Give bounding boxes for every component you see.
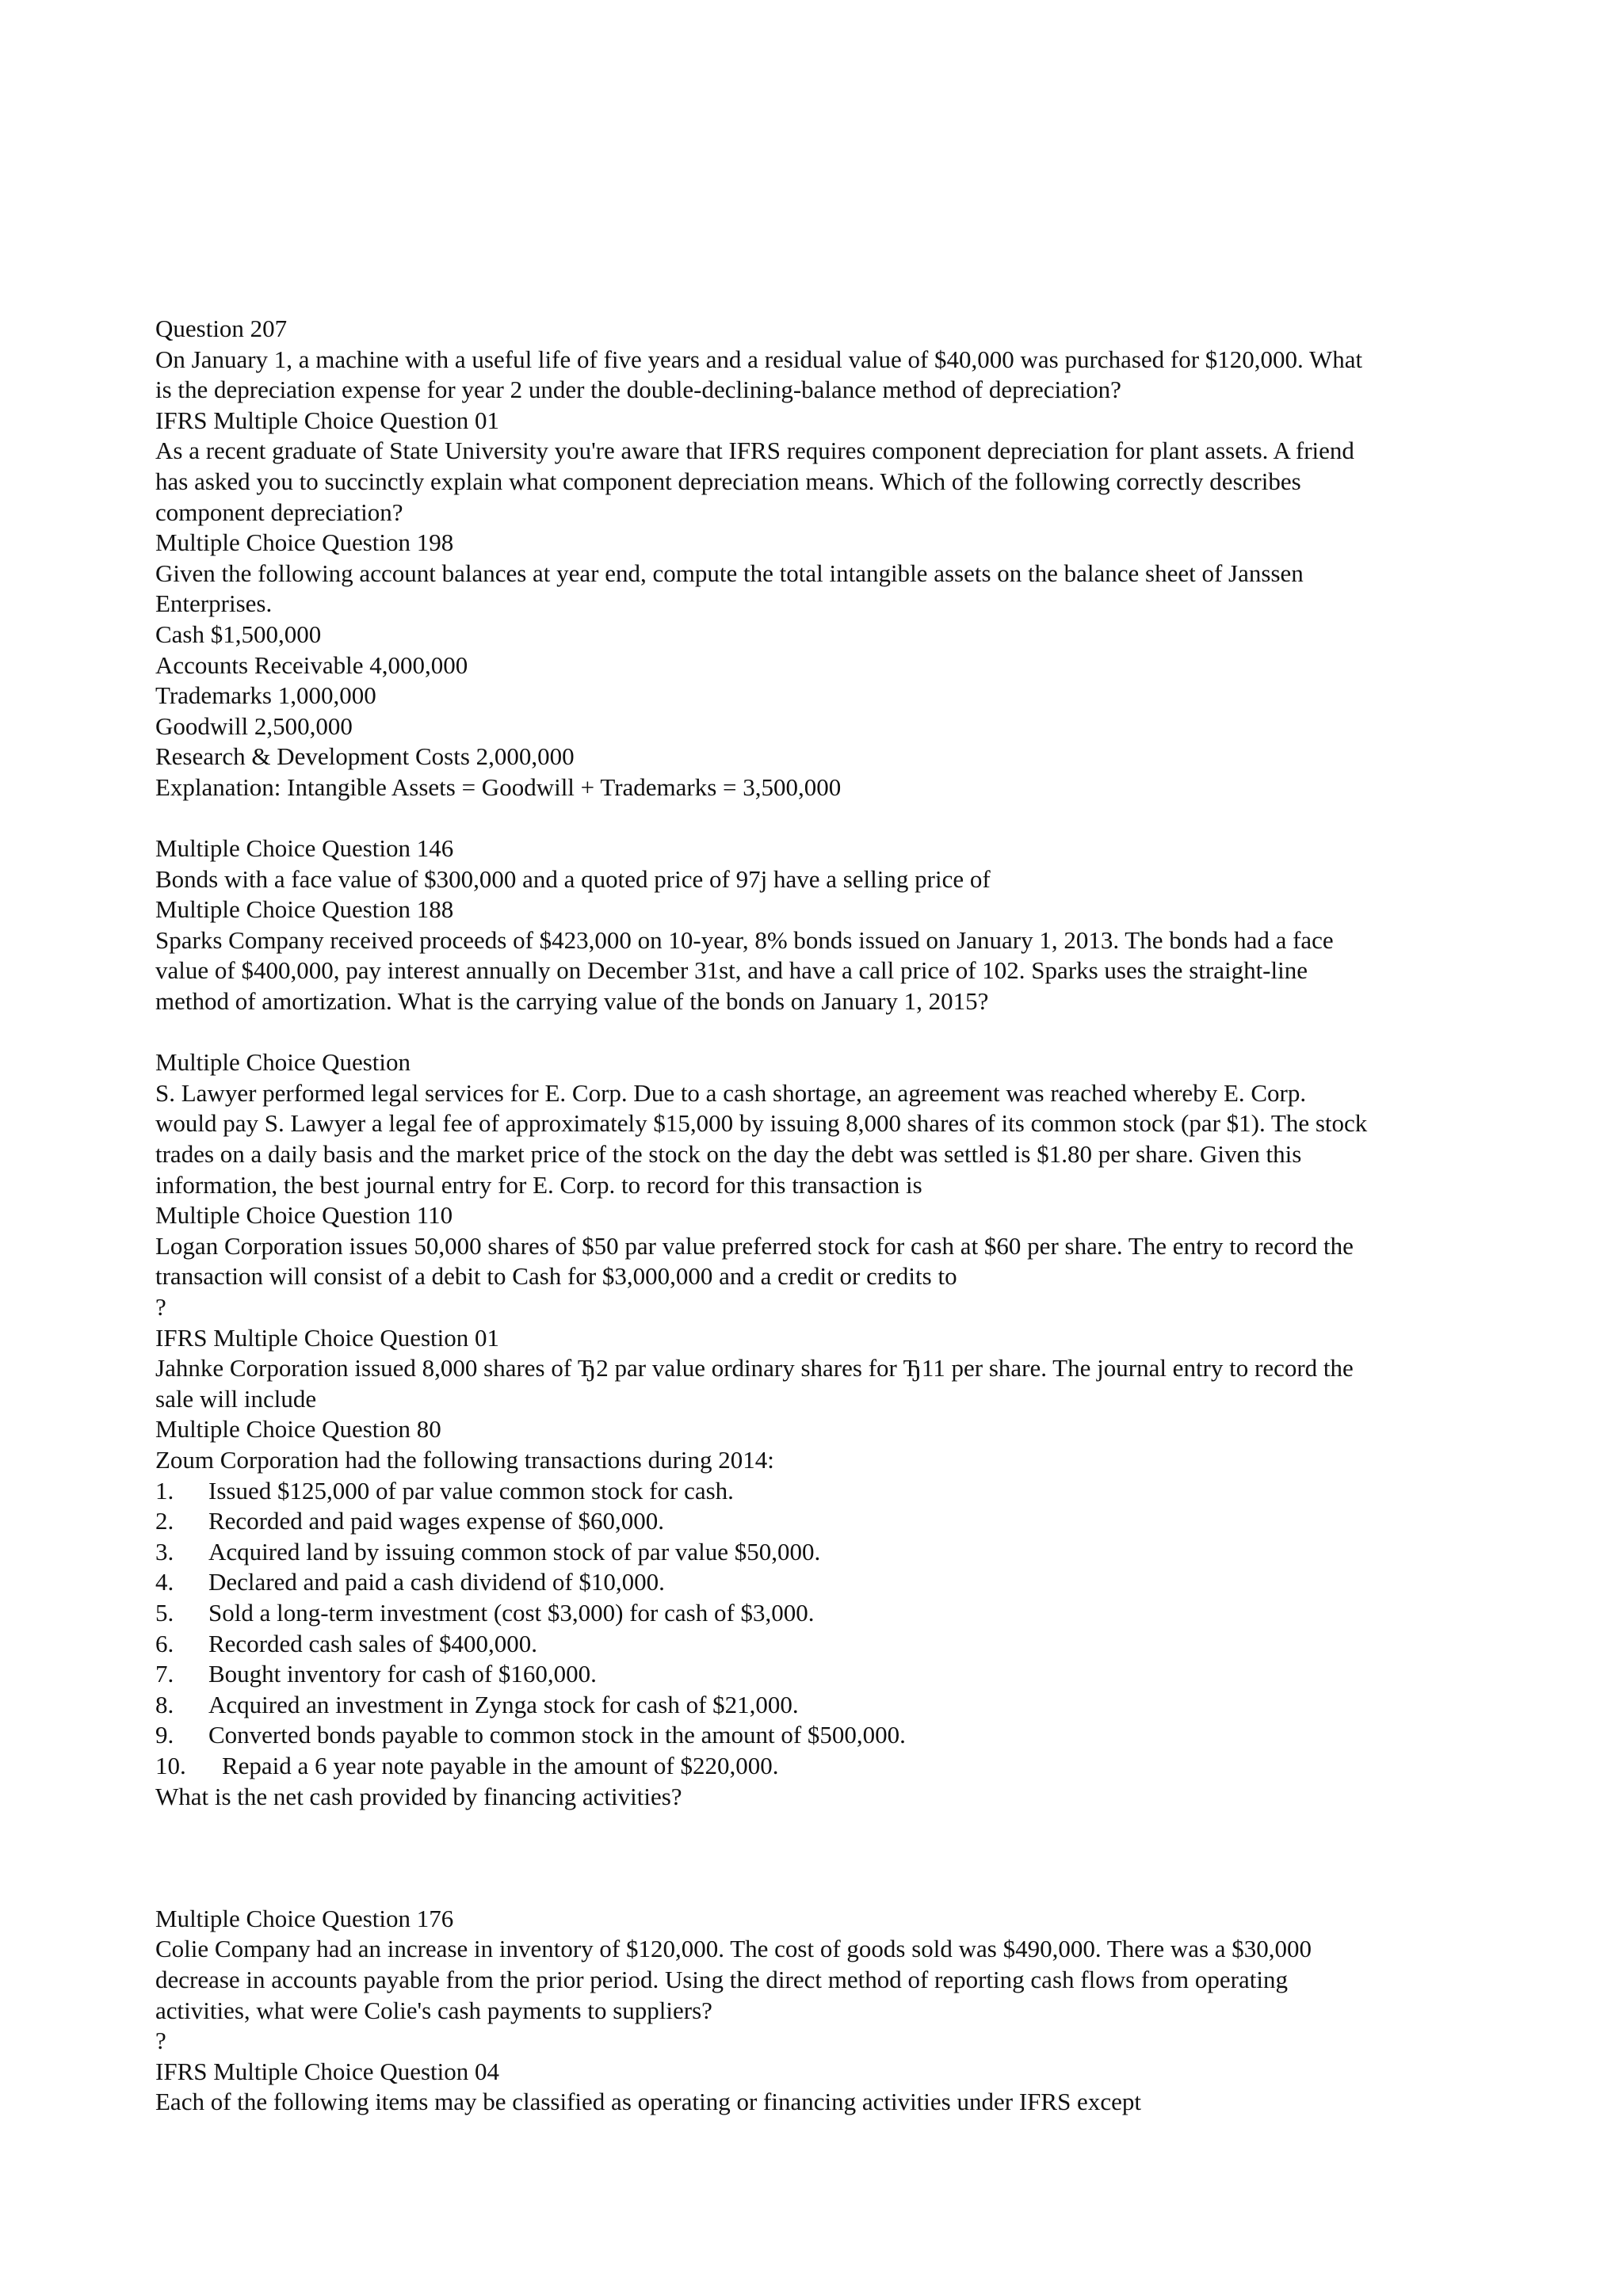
question-text: Logan Corporation issues 50,000 shares of $50 par value preferred stock for cash at $60 per share. The entry to record the <box>155 1231 1354 1260</box>
question-text: component depreciation? <box>155 498 403 526</box>
question-text: Jahnke Corporation issued 8,000 shares of Ђ2 par value ordinary shares for Ђ11 per share. The journal entry to record the <box>155 1354 1354 1383</box>
list-item-number: 8. <box>155 1690 174 1718</box>
document-body <box>155 314 1503 2118</box>
question-text: S. Lawyer performed legal services for E. Corp. Due to a cash shortage, an agreement was reached whereby E. Corp. <box>155 1078 1307 1107</box>
list-item-number: 3. <box>155 1537 174 1566</box>
list-item-number: 7. <box>155 1660 174 1688</box>
question-text: would pay S. Lawyer a legal fee of approximately $15,000 by issuing 8,000 shares of its common stock (par $1). The stock <box>155 1109 1368 1138</box>
question-text: As a recent graduate of State University you're aware that IFRS requires component depreciation for plant assets. A friend <box>155 437 1354 465</box>
question-heading: Multiple Choice Question 188 <box>155 895 454 924</box>
list-item-number: 6. <box>155 1629 174 1657</box>
list-item-text: Issued $125,000 of par value common stock for cash. <box>208 1476 734 1505</box>
question-heading: Multiple Choice Question 80 <box>155 1415 441 1444</box>
list-item <box>155 1598 1503 1629</box>
list-item-number: 10. <box>155 1751 186 1779</box>
question-text: is the depreciation expense for year 2 under the double-declining-balance method of depreciation? <box>155 376 1121 404</box>
list-item-number: 5. <box>155 1598 174 1627</box>
list-item-number: 9. <box>155 1721 174 1749</box>
question-text: What is the net cash provided by financing activities? <box>155 1782 682 1810</box>
question-text: method of amortization. What is the carrying value of the bonds on January 1, 2015? <box>155 987 989 1016</box>
list-item-number: 4. <box>155 1568 174 1596</box>
list-item-text: Converted bonds payable to common stock in the amount of $500,000. <box>208 1721 906 1749</box>
question-heading: Multiple Choice Question 146 <box>155 834 454 863</box>
question-mark-line: ? <box>155 1293 166 1321</box>
explanation-line: Explanation: Intangible Assets = Goodwill + Trademarks = 3,500,000 <box>155 772 842 801</box>
account-balance-line: Accounts Receivable 4,000,000 <box>155 650 468 679</box>
question-text: On January 1, a machine with a useful life of five years and a residual value of $40,000 was purchased for $120,000. What <box>155 345 1363 373</box>
blank-line <box>155 1017 1503 1048</box>
blank-line <box>155 803 1503 834</box>
question-text: activities, what were Colie's cash payments to suppliers? <box>155 1996 712 2024</box>
list-item <box>155 1690 1503 1721</box>
question-text: Bonds with a face value of $300,000 and a quoted price of 97j have a selling price of <box>155 864 991 893</box>
list-item-text: Recorded cash sales of $400,000. <box>208 1629 537 1657</box>
list-item <box>155 1720 1503 1751</box>
question-text: value of $400,000, pay interest annually on December 31st, and have a call price of 102. Sparks uses the straight-line <box>155 956 1308 985</box>
question-text: Zoum Corporation had the following transactions during 2014: <box>155 1445 774 1474</box>
list-item-text: Repaid a 6 year note payable in the amount of $220,000. <box>222 1751 779 1779</box>
question-heading: Question 207 <box>155 315 288 342</box>
question-text: information, the best journal entry for E. Corp. to record for this transaction is <box>155 1170 922 1199</box>
list-item-text: Acquired land by issuing common stock of par value $50,000. <box>208 1537 821 1566</box>
question-text: sale will include <box>155 1384 317 1413</box>
account-balance-line: Research & Development Costs 2,000,000 <box>155 742 575 771</box>
question-text: Colie Company had an increase in inventory of $120,000. The cost of goods sold was $490,000. There was a $30,000 <box>155 1935 1312 1963</box>
question-text: has asked you to succinctly explain what component depreciation means. Which of the following correctly describes <box>155 467 1301 495</box>
list-item-text: Bought inventory for cash of $160,000. <box>208 1660 597 1688</box>
list-item <box>155 1751 1503 1782</box>
question-text: transaction will consist of a debit to Cash for $3,000,000 and a credit or credits to <box>155 1262 957 1291</box>
account-balance-line: Cash $1,500,000 <box>155 620 322 648</box>
question-heading: Multiple Choice Question 198 <box>155 528 454 557</box>
question-text: Given the following account balances at year end, compute the total intangible assets on the balance sheet of Janssen <box>155 559 1304 587</box>
question-heading: Multiple Choice Question <box>155 1048 411 1077</box>
transactions-list <box>155 1476 1503 1782</box>
list-item <box>155 1476 1503 1507</box>
account-balance-line: Trademarks 1,000,000 <box>155 681 376 710</box>
list-item <box>155 1659 1503 1690</box>
question-heading: Multiple Choice Question 176 <box>155 1904 454 1932</box>
account-balance-line: Goodwill 2,500,000 <box>155 711 353 740</box>
question-text: Each of the following items may be classified as operating or financing activities under IFRS except <box>155 2088 1141 2116</box>
list-item <box>155 1629 1503 1660</box>
list-item-text: Declared and paid a cash dividend of $10,000. <box>208 1568 665 1596</box>
question-text: Enterprises. <box>155 589 273 618</box>
question-heading: IFRS Multiple Choice Question 04 <box>155 2057 499 2085</box>
list-item-text: Recorded and paid wages expense of $60,000. <box>208 1507 665 1535</box>
question-heading: Multiple Choice Question 110 <box>155 1201 453 1230</box>
list-item <box>155 1506 1503 1537</box>
question-text: decrease in accounts payable from the prior period. Using the direct method of reporting cash flows from operating <box>155 1966 1288 1994</box>
question-heading: IFRS Multiple Choice Question 01 <box>155 1323 499 1352</box>
list-item-text: Acquired an investment in Zynga stock for cash of $21,000. <box>208 1690 799 1718</box>
list-item <box>155 1537 1503 1568</box>
question-heading: IFRS Multiple Choice Question 01 <box>155 406 499 434</box>
question-text: Sparks Company received proceeds of $423,000 on 10-year, 8% bonds issued on January 1, 2013. The bonds had a face <box>155 925 1334 954</box>
list-item-number: 2. <box>155 1507 174 1535</box>
list-item-number: 1. <box>155 1476 174 1505</box>
list-item <box>155 1567 1503 1598</box>
question-text: trades on a daily basis and the market price of the stock on the day the debt was settled is $1.80 per share. Given this <box>155 1140 1302 1169</box>
blank-lines <box>155 1812 1503 1904</box>
question-mark-line: ? <box>155 2027 166 2055</box>
list-item-text: Sold a long-term investment (cost $3,000) for cash of $3,000. <box>208 1598 815 1627</box>
